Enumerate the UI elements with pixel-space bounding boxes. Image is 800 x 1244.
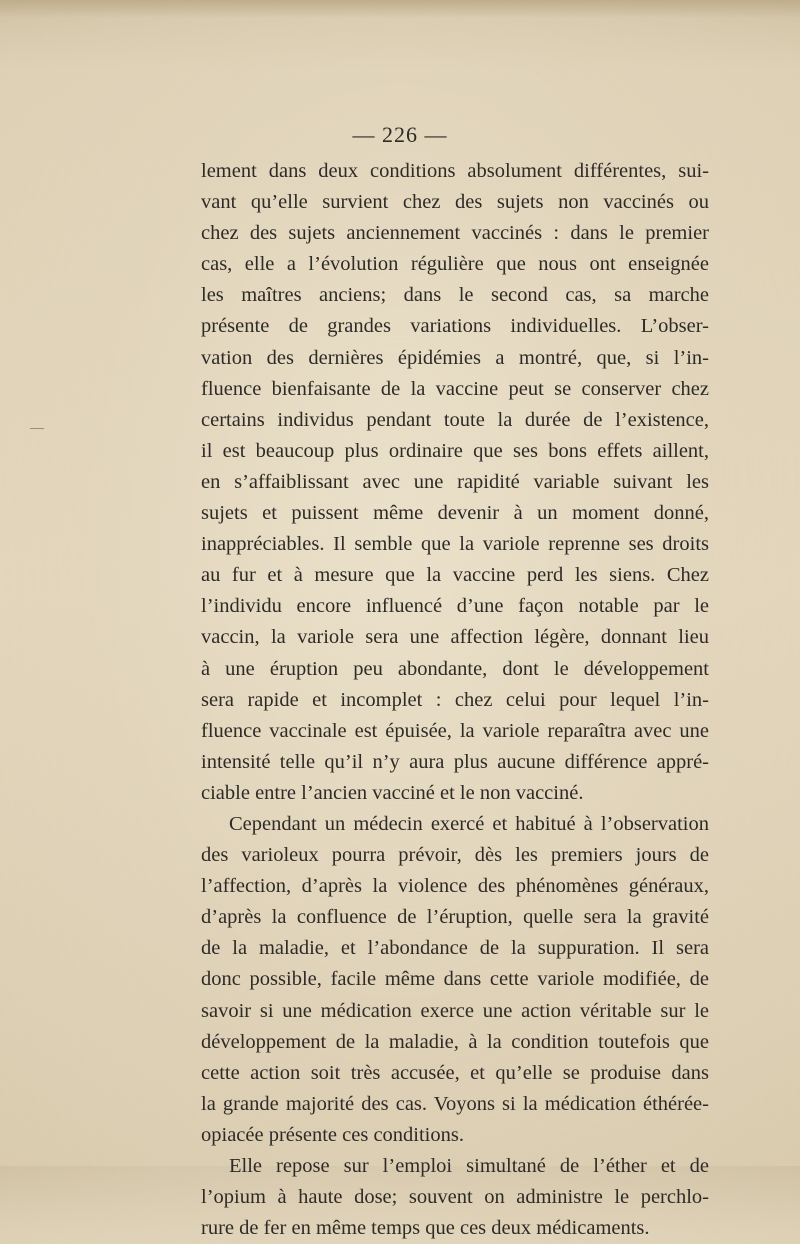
margin-mark [30,428,44,429]
text-line: au fur et à mesure que la vaccine perd les siens. Chez [201,564,709,587]
text-line: à une éruption peu abondante, dont le développement [201,657,709,680]
text-line: intensité telle qu’il n’y aura plus aucune différence appré- [201,750,709,773]
paragraph-end-line: ciable entre l’ancien vacciné et le non vacciné. [201,781,584,804]
text-line: la grande majorité des cas. Voyons si la médication éthérée- [201,1092,709,1115]
text-line: de la maladie, et l’abondance de la suppuration. Il sera [201,937,709,960]
text-line: sera rapide et incomplet : chez celui pour lequel l’in- [201,688,709,711]
page-top-edge [0,0,800,18]
text-line: l’affection, d’après la violence des phénomènes généraux, [201,875,709,898]
paragraph-end-line: rure de fer en même temps que ces deux médicaments. [201,1217,650,1240]
paragraph-end-line: opiacée présente ces conditions. [201,1123,464,1146]
text-line: d’après la confluence de l’éruption, quelle sera la gravité [201,906,709,929]
page-number-header: — 226 — [352,122,448,147]
text-line: cette action soit très accusée, et qu’elle se produise dans [201,1061,709,1084]
text-line: vaccin, la variole sera une affection légère, donnant lieu [201,626,709,649]
text-line: développement de la maladie, à la condition toutefois que [201,1030,709,1053]
text-line: inappréciables. Il semble que la variole reprenne ses droits [201,533,709,556]
text-line: savoir si une médication exerce une action véritable sur le [201,999,709,1022]
text-line: certains individus pendant toute la durée de l’existence, [201,408,709,431]
text-line: fluence vaccinale est épuisée, la variole reparaîtra avec une [201,719,709,742]
text-line: des varioleux pourra prévoir, dès les premiers jours de [201,844,709,867]
text-line: l’opium à haute dose; souvent on administre le perchlo- [201,1186,709,1209]
text-line: les maîtres anciens; dans le second cas, sa marche [201,284,709,307]
text-line: lement dans deux conditions absolument différentes, sui- [201,160,709,182]
text-line: donc possible, facile même dans cette variole modifiée, de [201,968,709,991]
paragraph-start-line: Cependant un médecin exercé et habitué à l’observation [229,812,709,835]
text-line: fluence bienfaisante de la vaccine peut se conserver chez [201,377,709,400]
text-line: vation des dernières épidémies a montré, que, si l’in- [201,346,709,369]
text-line: vant qu’elle survient chez des sujets non vaccinés ou [201,191,709,214]
text-line: il est beaucoup plus ordinaire que ses bons effets aillent, [201,439,709,462]
paragraph-start-line: Elle repose sur l’emploi simultané de l’éther et de [229,1155,709,1177]
text-line: l’individu encore influencé d’une façon notable par le [201,595,709,618]
text-line: chez des sujets anciennement vaccinés : dans le premier [201,222,709,245]
text-line: cas, elle a l’évolution régulière que nous ont enseignée [201,253,709,276]
text-line: présente de grandes variations individuelles. L’obser- [201,315,709,338]
body-text [201,156,709,1244]
text-line: en s’affaiblissant avec une rapidité variable suivant les [201,470,709,493]
text-line: sujets et puissent même devenir à un moment donné, [201,502,709,525]
